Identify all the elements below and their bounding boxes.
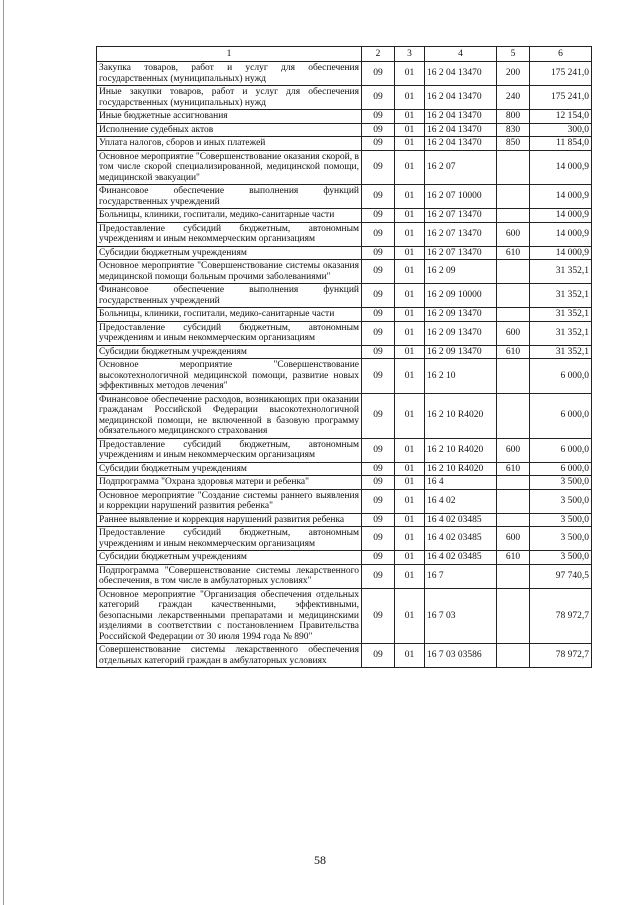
target-code-cell: 16 2 09 13470 [425,308,497,322]
target-code-cell: 16 2 07 [425,150,497,185]
item-name-cell: Субсидии бюджетным учреждениям [97,551,362,565]
section-cell: 09 [362,438,395,462]
item-name-cell: Исполнение судебных актов [97,123,362,137]
section-cell: 09 [362,110,395,124]
table-row [97,513,592,527]
expense-type-cell: 600 [497,527,530,551]
section-cell: 09 [362,137,395,151]
section-cell: 09 [362,222,395,246]
table-row [97,137,592,151]
header-cell: 5 [497,47,530,62]
expense-type-cell: 200 [497,62,530,86]
section-cell: 09 [362,588,395,644]
section-cell: 09 [362,551,395,565]
section-cell: 09 [362,359,395,394]
table-row [97,462,592,476]
table-row [97,644,592,668]
section-cell: 09 [362,185,395,209]
target-code-cell: 16 2 04 13470 [425,137,497,151]
amount-cell: 14 000,9 [530,185,592,209]
amount-cell: 6 000,0 [530,462,592,476]
table-row [97,489,592,513]
table-row [97,86,592,110]
amount-cell: 31 352,1 [530,321,592,345]
subsection-cell: 01 [395,123,425,137]
amount-cell: 175 241,0 [530,86,592,110]
section-cell: 09 [362,489,395,513]
subsection-cell: 01 [395,489,425,513]
section-cell: 09 [362,260,395,284]
section-cell: 09 [362,513,395,527]
target-code-cell: 16 4 02 03485 [425,513,497,527]
item-name-cell: Предоставление субсидий бюджетным, автономным учреждениям и иным некоммерческим организациям [97,527,362,551]
subsection-cell: 01 [395,185,425,209]
target-code-cell: 16 2 10 R4020 [425,393,497,438]
target-code-cell: 16 2 04 13470 [425,62,497,86]
expense-type-cell [497,393,530,438]
item-name-cell: Раннее выявление и коррекция нарушений развития ребенка [97,513,362,527]
item-name-cell: Финансовое обеспечение выполнения функций государственных учреждений [97,284,362,308]
amount-cell: 78 972,7 [530,644,592,668]
section-cell: 09 [362,246,395,260]
table-row [97,308,592,322]
table-header-row [97,47,592,62]
expense-type-cell: 800 [497,110,530,124]
table-row [97,62,592,86]
section-cell: 09 [362,393,395,438]
target-code-cell: 16 2 07 10000 [425,185,497,209]
amount-cell: 6 000,0 [530,393,592,438]
table-row [97,476,592,490]
amount-cell: 97 740,5 [530,564,592,588]
table-row [97,527,592,551]
subsection-cell: 01 [395,564,425,588]
section-cell: 09 [362,321,395,345]
subsection-cell: 01 [395,644,425,668]
header-cell: 2 [362,47,395,62]
amount-cell: 3 500,0 [530,513,592,527]
amount-cell: 14 000,9 [530,246,592,260]
target-code-cell: 16 2 10 R4020 [425,438,497,462]
page-number: 58 [314,853,326,867]
table-row [97,588,592,644]
item-name-cell: Закупка товаров, работ и услуг для обеспечения государственных (муниципальных) нужд [97,62,362,86]
target-code-cell: 16 2 09 10000 [425,284,497,308]
amount-cell: 11 854,0 [530,137,592,151]
table-row [97,321,592,345]
expense-type-cell [497,588,530,644]
amount-cell: 14 000,9 [530,150,592,185]
amount-cell: 3 500,0 [530,489,592,513]
subsection-cell: 01 [395,246,425,260]
target-code-cell: 16 7 03 03586 [425,644,497,668]
table-row [97,345,592,359]
expense-type-cell [497,185,530,209]
target-code-cell: 16 4 02 03485 [425,527,497,551]
target-code-cell: 16 2 07 13470 [425,222,497,246]
subsection-cell: 01 [395,551,425,565]
expense-type-cell [497,209,530,223]
target-code-cell: 16 2 04 13470 [425,123,497,137]
item-name-cell: Предоставление субсидий бюджетным, автономным учреждениям и иным некоммерческим организациям [97,321,362,345]
subsection-cell: 01 [395,513,425,527]
expense-type-cell [497,260,530,284]
section-cell: 09 [362,86,395,110]
amount-cell: 300,0 [530,123,592,137]
amount-cell: 6 000,0 [530,438,592,462]
amount-cell: 14 000,9 [530,209,592,223]
target-code-cell: 16 2 07 13470 [425,246,497,260]
expense-type-cell: 240 [497,86,530,110]
item-name-cell: Больницы, клиники, госпитали, медико-санитарные части [97,308,362,322]
subsection-cell: 01 [395,110,425,124]
table-row [97,393,592,438]
target-code-cell: 16 4 [425,476,497,490]
target-code-cell: 16 2 09 [425,260,497,284]
table-row [97,222,592,246]
expense-type-cell: 610 [497,551,530,565]
table-row [97,123,592,137]
subsection-cell: 01 [395,588,425,644]
item-name-cell: Иные бюджетные ассигнования [97,110,362,124]
header-cell: 6 [530,47,592,62]
amount-cell: 3 500,0 [530,551,592,565]
amount-cell: 6 000,0 [530,359,592,394]
expense-type-cell [497,150,530,185]
table-row [97,359,592,394]
subsection-cell: 01 [395,462,425,476]
section-cell: 09 [362,123,395,137]
table-row [97,284,592,308]
item-name-cell: Основное мероприятие "Создание системы раннего выявления и коррекции нарушений развития ребенка" [97,489,362,513]
subsection-cell: 01 [395,86,425,110]
subsection-cell: 01 [395,438,425,462]
target-code-cell: 16 4 02 [425,489,497,513]
section-cell: 09 [362,62,395,86]
item-name-cell: Основное мероприятие "Организация обеспечения отдельных категорий граждан качественными, эффективными, безопасными лекарственными препаратами и медицинскими изделиями в соответствии с постановлением Правительства Российской Федерации от 30 июля 1994 года № 890" [97,588,362,644]
item-name-cell: Субсидии бюджетным учреждениям [97,345,362,359]
header-cell: 3 [395,47,425,62]
item-name-cell: Субсидии бюджетным учреждениям [97,246,362,260]
section-cell: 09 [362,462,395,476]
expense-type-cell: 600 [497,321,530,345]
budget-table [96,46,592,668]
subsection-cell: 01 [395,393,425,438]
target-code-cell: 16 2 10 R4020 [425,462,497,476]
table-row [97,246,592,260]
target-code-cell: 16 2 04 13470 [425,110,497,124]
section-cell: 09 [362,564,395,588]
table-row [97,260,592,284]
expense-type-cell: 850 [497,137,530,151]
subsection-cell: 01 [395,62,425,86]
target-code-cell: 16 4 02 03485 [425,551,497,565]
amount-cell: 31 352,1 [530,260,592,284]
section-cell: 09 [362,644,395,668]
item-name-cell: Подпрограмма "Совершенствование системы лекарственного обеспечения, в том числе в амбулаторных условиях" [97,564,362,588]
item-name-cell: Уплата налогов, сборов и иных платежей [97,137,362,151]
item-name-cell: Основное мероприятие "Совершенствование оказания скорой, в том числе скорой специализированной, медицинской помощи, медицинской эвакуации" [97,150,362,185]
amount-cell: 12 154,0 [530,110,592,124]
item-name-cell: Основное мероприятие "Совершенствование системы оказания медицинской помощи больным прочими заболеваниями" [97,260,362,284]
expense-type-cell: 610 [497,462,530,476]
target-code-cell: 16 2 04 13470 [425,86,497,110]
amount-cell: 31 352,1 [530,345,592,359]
header-cell: 4 [425,47,497,62]
section-cell: 09 [362,476,395,490]
subsection-cell: 01 [395,476,425,490]
expense-type-cell [497,284,530,308]
target-code-cell: 16 2 07 13470 [425,209,497,223]
item-name-cell: Субсидии бюджетным учреждениям [97,462,362,476]
expense-type-cell [497,489,530,513]
section-cell: 09 [362,284,395,308]
expense-type-cell [497,513,530,527]
amount-cell: 31 352,1 [530,308,592,322]
amount-cell: 14 000,9 [530,222,592,246]
expense-type-cell: 610 [497,345,530,359]
subsection-cell: 01 [395,345,425,359]
subsection-cell: 01 [395,359,425,394]
expense-type-cell [497,564,530,588]
amount-cell: 78 972,7 [530,588,592,644]
expense-type-cell: 830 [497,123,530,137]
subsection-cell: 01 [395,321,425,345]
subsection-cell: 01 [395,150,425,185]
target-code-cell: 16 7 [425,564,497,588]
section-cell: 09 [362,209,395,223]
section-cell: 09 [362,150,395,185]
table-body [97,62,592,668]
subsection-cell: 01 [395,527,425,551]
expense-type-cell: 600 [497,222,530,246]
amount-cell: 3 500,0 [530,527,592,551]
subsection-cell: 01 [395,137,425,151]
item-name-cell: Подпрограмма "Охрана здоровья матери и ребенка" [97,476,362,490]
target-code-cell: 16 2 10 [425,359,497,394]
item-name-cell: Основное мероприятие "Совершенствование высокотехнологичной медицинской помощи, развитие новых эффективных методов лечения" [97,359,362,394]
table-row [97,185,592,209]
target-code-cell: 16 7 03 [425,588,497,644]
expense-type-cell [497,644,530,668]
item-name-cell: Финансовое обеспечение выполнения функций государственных учреждений [97,185,362,209]
expense-type-cell [497,308,530,322]
subsection-cell: 01 [395,308,425,322]
subsection-cell: 01 [395,260,425,284]
item-name-cell: Предоставление субсидий бюджетным, автономным учреждениям и иным некоммерческим организациям [97,222,362,246]
section-cell: 09 [362,308,395,322]
table-row [97,438,592,462]
target-code-cell: 16 2 09 13470 [425,321,497,345]
table-row [97,110,592,124]
header-cell: 1 [97,47,362,62]
section-cell: 09 [362,345,395,359]
amount-cell: 175 241,0 [530,62,592,86]
item-name-cell: Больницы, клиники, госпитали, медико-санитарные части [97,209,362,223]
expense-type-cell: 600 [497,438,530,462]
expense-type-cell [497,359,530,394]
table-row [97,564,592,588]
item-name-cell: Финансовое обеспечение расходов, возникающих при оказании гражданам Российской Федерации высокотехнологичной медицинской помощи, не включенной в базовую программу обязательного медицинского страхования [97,393,362,438]
scan-edge-line [3,0,4,905]
item-name-cell: Совершенствование системы лекарственного обеспечения отдельных категорий граждан в амбулаторных условиях [97,644,362,668]
table-row [97,150,592,185]
subsection-cell: 01 [395,222,425,246]
section-cell: 09 [362,527,395,551]
item-name-cell: Предоставление субсидий бюджетным, автономным учреждениям и иным некоммерческим организациям [97,438,362,462]
amount-cell: 3 500,0 [530,476,592,490]
expense-type-cell: 610 [497,246,530,260]
item-name-cell: Иные закупки товаров, работ и услуг для обеспечения государственных (муниципальных) нужд [97,86,362,110]
subsection-cell: 01 [395,209,425,223]
table-row [97,551,592,565]
subsection-cell: 01 [395,284,425,308]
amount-cell: 31 352,1 [530,284,592,308]
expense-type-cell [497,476,530,490]
table-row [97,209,592,223]
target-code-cell: 16 2 09 13470 [425,345,497,359]
